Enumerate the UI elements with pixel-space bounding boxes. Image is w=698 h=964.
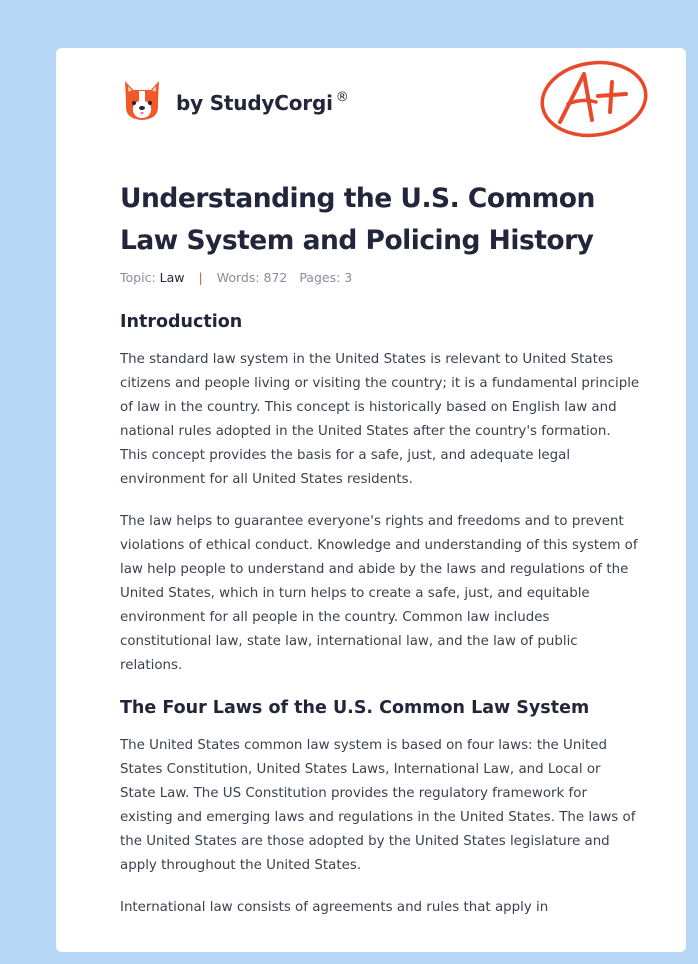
- pages-label: Pages:: [299, 270, 341, 285]
- meta-separator: |: [198, 270, 203, 285]
- paragraph: International law consists of agreements and rules that apply in: [120, 900, 549, 915]
- a-plus-grade-icon: [538, 58, 650, 140]
- brand-name: [176, 91, 349, 115]
- essay-meta: [120, 270, 352, 285]
- paragraph: The standard law system in the United States is relevant to United States citizens and people living or visiting the country; it is a fundamental principle of law in the country. This concept is historically based on English law and national rules adopted in the United States after the country's formation. This concept provides the basis for a safe, just, and adequate legal environment for all United States residents.: [120, 352, 640, 487]
- section-heading: The Four Laws of the U.S. Common Law System: [120, 698, 590, 718]
- words-label: Words:: [216, 270, 260, 285]
- brand-name-text: by StudyCorgi: [176, 91, 333, 115]
- essay-body: [120, 310, 640, 938]
- section-heading: Introduction: [120, 312, 243, 332]
- topic-link[interactable]: Law: [159, 270, 185, 285]
- brand-header[interactable]: [122, 76, 349, 124]
- essay-page: [56, 48, 686, 952]
- paragraph: The law helps to guarantee everyone's rights and freedoms and to prevent violations of ethical conduct. Knowledge and understanding of this system of law help people to understand and abide by the laws and regulations of the United States, which in turn helps to create a safe, just, and equitable environment for all people in the country. Common law includes constitutional law, state law, international law, and the law of public relations.: [120, 514, 638, 673]
- essay-title: Understanding the U.S. Common Law System and Policing History: [120, 183, 595, 256]
- corgi-logo-icon: [122, 77, 162, 123]
- registered-mark: ®: [335, 90, 349, 105]
- words-count: 872: [263, 270, 288, 285]
- topic-label: Topic:: [120, 270, 156, 285]
- paragraph: The United States common law system is based on four laws: the United States Constitution, United States Laws, International Law, and Local or State Law. The US Constitution provides the regulatory framework for existing and emerging laws and regulations in the United States. The laws of the United States are those adopted by the United States legislature and apply throughout the United States.: [120, 738, 636, 873]
- pages-count: 3: [344, 270, 353, 285]
